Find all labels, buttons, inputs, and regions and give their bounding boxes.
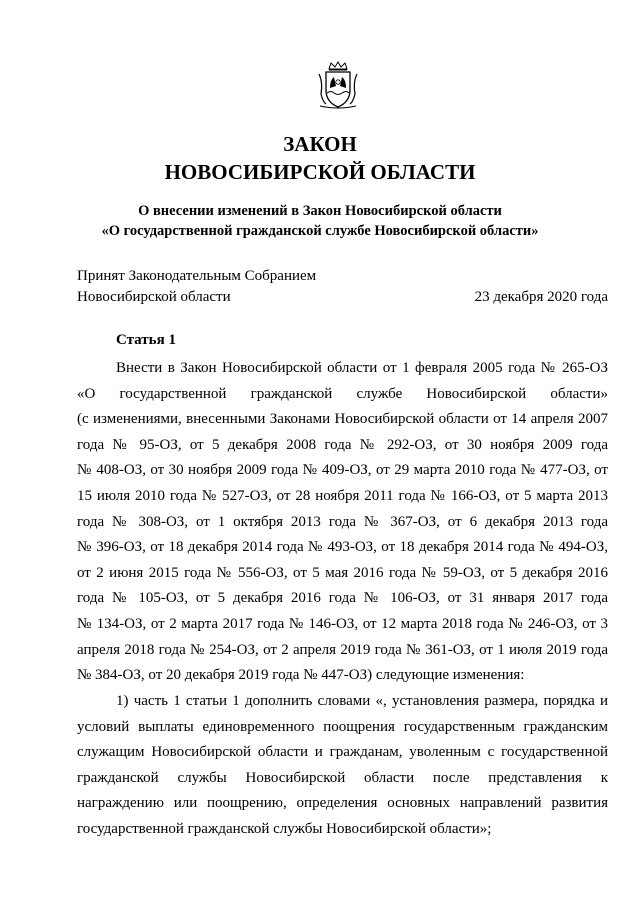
adoption-block	[77, 266, 608, 308]
text-line: награждению или поощрению, определения основных направлений развития	[77, 795, 608, 812]
text-line: года № 95-ОЗ, от 5 декабря 2008 года № 292-ОЗ, от 30 ноября 2009 года	[77, 436, 608, 453]
text-line: № 384-ОЗ, от 20 декабря 2019 года № 447-ОЗ) следующие изменения:	[77, 667, 525, 684]
text-line: № 396-ОЗ, от 18 декабря 2014 года № 493-ОЗ, от 18 декабря 2014 года № 494-ОЗ,	[77, 539, 608, 556]
text-line: апреля 2018 года № 254-ОЗ, от 2 апреля 2019 года № 361-ОЗ, от 1 июля 2019 года	[77, 641, 608, 658]
adoption-date: 23 декабря 2020 года	[474, 289, 608, 305]
law-subtitle-line-2: «О государственной гражданской службе Новосибирской области»	[101, 223, 539, 239]
text-line: государственной гражданской службы Новосибирской области»;	[77, 820, 492, 837]
text-line: служащим Новосибирской области и гражданам, уволенным с государственной	[77, 744, 608, 761]
law-subtitle-line-1: О внесении изменений в Закон Новосибирской области	[138, 203, 502, 219]
text-line: 1) часть 1 статьи 1 дополнить словами «, установления размера, порядка и	[116, 693, 608, 709]
law-title: ЗАКОН	[283, 132, 357, 156]
adopted-by-line: Принят Законодательным Собранием	[77, 268, 317, 284]
text-line: № 408-ОЗ, от 30 ноября 2009 года № 409-ОЗ, от 29 марта 2010 года № 477-ОЗ, от	[77, 462, 608, 479]
text-line: 15 июля 2010 года № 527-ОЗ, от 28 ноября 2011 года № 166-ОЗ, от 5 марта 2013	[77, 487, 608, 504]
text-line: года № 308-ОЗ, от 1 октября 2013 года № 367-ОЗ, от 6 декабря 2013 года	[77, 513, 608, 530]
text-line: Внести в Закон Новосибирской области от 1 февраля 2005 года № 265-ОЗ	[116, 360, 608, 376]
adopted-row	[77, 287, 608, 308]
adopted-by-region: Новосибирской области	[77, 289, 231, 305]
article-heading: Статья 1	[116, 332, 176, 348]
text-line: условий выплаты единовременного поощрения государственным гражданским	[77, 718, 608, 735]
text-line: «О государственной гражданской службе Новосибирской области»	[77, 385, 608, 402]
text-line: года № 105-ОЗ, от 5 декабря 2016 года № 106-ОЗ, от 31 января 2017 года	[77, 590, 608, 607]
text-line: от 2 июня 2015 года № 556-ОЗ, от 5 мая 2016 года № 59-ОЗ, от 5 декабря 2016	[77, 564, 608, 581]
article-intro	[77, 356, 608, 689]
coat-of-arms-icon	[317, 60, 359, 110]
text-line: гражданской службы Новосибирской области после представления к	[77, 769, 608, 786]
text-line: (с изменениями, внесенными Законами Новосибирской области от 14 апреля 2007	[77, 411, 608, 428]
article-item-1	[77, 689, 608, 843]
region-title: НОВОСИБИРСКОЙ ОБЛАСТИ	[164, 160, 476, 184]
text-line: № 134-ОЗ, от 2 марта 2017 года № 146-ОЗ, от 12 марта 2018 года № 246-ОЗ, от 3	[77, 615, 608, 632]
